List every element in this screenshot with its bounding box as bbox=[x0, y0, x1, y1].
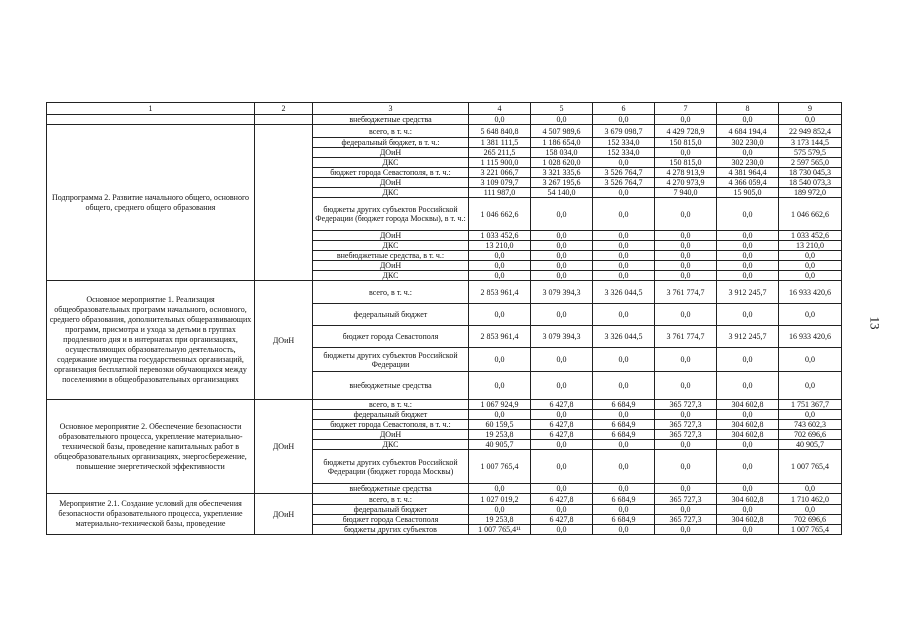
executor-cell: ДОиН bbox=[255, 494, 313, 535]
value-cell: 0,0 bbox=[531, 484, 593, 494]
value-cell: 0,0 bbox=[469, 348, 531, 372]
value-cell: 0,0 bbox=[593, 198, 655, 231]
value-cell: 150 815,0 bbox=[655, 138, 717, 148]
value-cell: 4 507 989,6 bbox=[531, 125, 593, 138]
value-cell: 1 046 662,6 bbox=[779, 198, 842, 231]
value-cell: 3 079 394,3 bbox=[531, 326, 593, 348]
value-cell: 3 912 245,7 bbox=[717, 326, 779, 348]
value-cell: 0,0 bbox=[593, 158, 655, 168]
header-cell: 5 bbox=[531, 103, 593, 115]
value-cell: 0,0 bbox=[531, 348, 593, 372]
value-cell: 0,0 bbox=[655, 372, 717, 400]
value-cell: 0,0 bbox=[593, 505, 655, 515]
value-cell: 189 972,0 bbox=[779, 188, 842, 198]
value-cell: 0,0 bbox=[593, 348, 655, 372]
value-cell: 0,0 bbox=[717, 251, 779, 261]
funding-source: внебюджетные средства bbox=[313, 115, 469, 125]
value-cell: 0,0 bbox=[531, 440, 593, 450]
value-cell: 0,0 bbox=[593, 304, 655, 326]
value-cell: 0,0 bbox=[531, 304, 593, 326]
budget-table bbox=[46, 102, 842, 535]
value-cell: 6 427,8 bbox=[531, 420, 593, 430]
value-cell: 19 253,8 bbox=[469, 430, 531, 440]
funding-source: всего, в т. ч.: bbox=[313, 400, 469, 410]
value-cell: 111 987,0 bbox=[469, 188, 531, 198]
value-cell: 6 427,8 bbox=[531, 430, 593, 440]
funding-source: федеральный бюджет bbox=[313, 304, 469, 326]
value-cell: 0,0 bbox=[655, 440, 717, 450]
value-cell: 0,0 bbox=[531, 115, 593, 125]
value-cell: 1 381 111,5 bbox=[469, 138, 531, 148]
value-cell: 19 253,8 bbox=[469, 515, 531, 525]
value-cell: 0,0 bbox=[469, 271, 531, 281]
value-cell: 1 007 765,4 bbox=[779, 525, 842, 535]
funding-source: бюджеты других субъектов Российской Федерации (бюджет города Москвы), в т. ч.: bbox=[313, 198, 469, 231]
header-cell: 7 bbox=[655, 103, 717, 115]
value-cell: 1 007 765,4 bbox=[779, 450, 842, 484]
funding-source: ДКС bbox=[313, 241, 469, 251]
value-cell: 152 334,0 bbox=[593, 138, 655, 148]
value-cell: 365 727,3 bbox=[655, 494, 717, 505]
value-cell: 2 597 565,0 bbox=[779, 158, 842, 168]
value-cell: 0,0 bbox=[717, 148, 779, 158]
value-cell: 0,0 bbox=[593, 440, 655, 450]
value-cell: 1 115 900,0 bbox=[469, 158, 531, 168]
executor-cell: ДОиН bbox=[255, 400, 313, 494]
value-cell: 0,0 bbox=[655, 304, 717, 326]
value-cell: 0,0 bbox=[779, 505, 842, 515]
value-cell: 3 326 044,5 bbox=[593, 281, 655, 304]
value-cell: 150 815,0 bbox=[655, 158, 717, 168]
value-cell: 0,0 bbox=[779, 251, 842, 261]
value-cell: 0,0 bbox=[655, 525, 717, 535]
value-cell: 0,0 bbox=[717, 505, 779, 515]
value-cell: 1 033 452,6 bbox=[779, 231, 842, 241]
table-row bbox=[47, 115, 842, 125]
value-cell: 0,0 bbox=[531, 505, 593, 515]
value-cell: 4 278 913,9 bbox=[655, 168, 717, 178]
funding-source: внебюджетные средства, в т. ч.: bbox=[313, 251, 469, 261]
value-cell: 4 366 059,4 bbox=[717, 178, 779, 188]
value-cell: 1 007 765,4 bbox=[469, 450, 531, 484]
funding-source: всего, в т. ч.: bbox=[313, 494, 469, 505]
header-cell: 1 bbox=[47, 103, 255, 115]
value-cell: 0,0 bbox=[655, 241, 717, 251]
value-cell: 0,0 bbox=[531, 241, 593, 251]
executor-cell bbox=[255, 125, 313, 281]
value-cell: 0,0 bbox=[469, 484, 531, 494]
value-cell: 6 684,9 bbox=[593, 400, 655, 410]
value-cell: 3 761 774,7 bbox=[655, 281, 717, 304]
table-row bbox=[47, 281, 842, 304]
value-cell: 16 933 420,6 bbox=[779, 326, 842, 348]
header-cell: 3 bbox=[313, 103, 469, 115]
value-cell: 1 751 367,7 bbox=[779, 400, 842, 410]
value-cell: 0,0 bbox=[779, 484, 842, 494]
table-row bbox=[47, 494, 842, 505]
value-cell: 0,0 bbox=[717, 450, 779, 484]
value-cell: 0,0 bbox=[655, 231, 717, 241]
value-cell: 13 210,0 bbox=[469, 241, 531, 251]
value-cell: 0,0 bbox=[593, 410, 655, 420]
program-name: Основное мероприятие 2. Обеспечение безопасности образовательного процесса, укрепление материально-технической базы, проведение капитальных работ в общеобразовательных организациях, энергосбережение, повышение энергетической эффективности bbox=[47, 400, 255, 494]
value-cell: 13 210,0 bbox=[779, 241, 842, 251]
funding-source: ДКС bbox=[313, 440, 469, 450]
value-cell: 0,0 bbox=[779, 348, 842, 372]
funding-source: ДОиН bbox=[313, 178, 469, 188]
value-cell: 0,0 bbox=[469, 261, 531, 271]
funding-source: ДОиН bbox=[313, 261, 469, 271]
value-cell: 3 326 044,5 bbox=[593, 326, 655, 348]
value-cell: 2 853 961,4 bbox=[469, 326, 531, 348]
value-cell: 0,0 bbox=[779, 115, 842, 125]
value-cell: 3 526 764,7 bbox=[593, 168, 655, 178]
value-cell: 0,0 bbox=[531, 198, 593, 231]
value-cell: 1 710 462,0 bbox=[779, 494, 842, 505]
value-cell: 0,0 bbox=[593, 372, 655, 400]
funding-source: ДКС bbox=[313, 271, 469, 281]
value-cell: 3 761 774,7 bbox=[655, 326, 717, 348]
funding-source: ДКС bbox=[313, 188, 469, 198]
value-cell: 3 526 764,7 bbox=[593, 178, 655, 188]
value-cell: 0,0 bbox=[717, 484, 779, 494]
value-cell: 0,0 bbox=[469, 304, 531, 326]
header-cell: 9 bbox=[779, 103, 842, 115]
table-row bbox=[47, 400, 842, 410]
value-cell: 743 602,3 bbox=[779, 420, 842, 430]
header-cell: 2 bbox=[255, 103, 313, 115]
value-cell: 0,0 bbox=[717, 304, 779, 326]
funding-source: бюджеты других субъектов bbox=[313, 525, 469, 535]
value-cell: 0,0 bbox=[655, 505, 717, 515]
value-cell: 702 696,6 bbox=[779, 515, 842, 525]
value-cell: 0,0 bbox=[717, 348, 779, 372]
value-cell: 304 602,8 bbox=[717, 430, 779, 440]
value-cell: 3 679 098,7 bbox=[593, 125, 655, 138]
funding-source: ДКС bbox=[313, 158, 469, 168]
value-cell: 0,0 bbox=[717, 261, 779, 271]
value-cell: 265 211,5 bbox=[469, 148, 531, 158]
funding-source: внебюджетные средства bbox=[313, 484, 469, 494]
value-cell: 304 602,8 bbox=[717, 515, 779, 525]
value-cell: 1 007 765,4¹¹ bbox=[469, 525, 531, 535]
value-cell: 0,0 bbox=[469, 251, 531, 261]
value-cell: 0,0 bbox=[717, 410, 779, 420]
value-cell: 6 684,9 bbox=[593, 420, 655, 430]
funding-source: бюджет города Севастополя bbox=[313, 515, 469, 525]
funding-source: бюджет города Севастополя bbox=[313, 326, 469, 348]
value-cell: 0,0 bbox=[717, 231, 779, 241]
empty-cell bbox=[255, 115, 313, 125]
value-cell: 1 186 654,0 bbox=[531, 138, 593, 148]
value-cell: 0,0 bbox=[779, 410, 842, 420]
value-cell: 22 949 852,4 bbox=[779, 125, 842, 138]
table-row bbox=[47, 125, 842, 138]
funding-source: ДОиН bbox=[313, 430, 469, 440]
header-row bbox=[47, 103, 842, 115]
value-cell: 1 046 662,6 bbox=[469, 198, 531, 231]
executor-cell: ДОиН bbox=[255, 281, 313, 400]
value-cell: 0,0 bbox=[717, 241, 779, 251]
value-cell: 18 540 073,3 bbox=[779, 178, 842, 188]
value-cell: 0,0 bbox=[655, 484, 717, 494]
value-cell: 5 648 840,8 bbox=[469, 125, 531, 138]
funding-source: федеральный бюджет bbox=[313, 410, 469, 420]
value-cell: 4 684 194,4 bbox=[717, 125, 779, 138]
value-cell: 0,0 bbox=[717, 198, 779, 231]
header-cell: 6 bbox=[593, 103, 655, 115]
header-cell: 8 bbox=[717, 103, 779, 115]
value-cell: 365 727,3 bbox=[655, 420, 717, 430]
value-cell: 0,0 bbox=[717, 271, 779, 281]
value-cell: 0,0 bbox=[593, 188, 655, 198]
value-cell: 0,0 bbox=[779, 372, 842, 400]
value-cell: 0,0 bbox=[531, 372, 593, 400]
funding-source: внебюджетные средства bbox=[313, 372, 469, 400]
funding-source: бюджеты других субъектов Российской Федерации bbox=[313, 348, 469, 372]
value-cell: 1 027 019,2 bbox=[469, 494, 531, 505]
value-cell: 0,0 bbox=[717, 372, 779, 400]
value-cell: 0,0 bbox=[531, 251, 593, 261]
value-cell: 6 427,8 bbox=[531, 515, 593, 525]
value-cell: 702 696,6 bbox=[779, 430, 842, 440]
value-cell: 0,0 bbox=[717, 525, 779, 535]
value-cell: 0,0 bbox=[717, 440, 779, 450]
value-cell: 0,0 bbox=[593, 251, 655, 261]
value-cell: 0,0 bbox=[531, 261, 593, 271]
value-cell: 40 905,7 bbox=[469, 440, 531, 450]
empty-cell bbox=[47, 115, 255, 125]
value-cell: 0,0 bbox=[655, 261, 717, 271]
value-cell: 0,0 bbox=[531, 450, 593, 484]
value-cell: 1 033 452,6 bbox=[469, 231, 531, 241]
value-cell: 3 221 066,7 bbox=[469, 168, 531, 178]
value-cell: 365 727,3 bbox=[655, 430, 717, 440]
funding-source: всего, в т. ч.: bbox=[313, 125, 469, 138]
value-cell: 365 727,3 bbox=[655, 515, 717, 525]
value-cell: 302 230,0 bbox=[717, 138, 779, 148]
funding-source: всего, в т. ч.: bbox=[313, 281, 469, 304]
value-cell: 0,0 bbox=[593, 271, 655, 281]
value-cell: 0,0 bbox=[717, 115, 779, 125]
value-cell: 0,0 bbox=[593, 241, 655, 251]
program-name: Основное мероприятие 1. Реализация общеобразовательных программ начального, основного, среднего образования, дополнительных общеразвивающих программ, присмотра и ухода за детьми в группах продленного дня и в интернатах при организациях, осуществляющих образовательную деятельность, содержание имущества государственных организаций, организация бесплатной перевозки обучающихся между поселениями в общеобразовательных организациях bbox=[47, 281, 255, 400]
value-cell: 0,0 bbox=[531, 410, 593, 420]
value-cell: 4 429 728,9 bbox=[655, 125, 717, 138]
value-cell: 40 905,7 bbox=[779, 440, 842, 450]
value-cell: 60 159,5 bbox=[469, 420, 531, 430]
program-name: Подпрограмма 2. Развитие начального общего, основного общего, среднего общего образования bbox=[47, 125, 255, 281]
value-cell: 0,0 bbox=[779, 271, 842, 281]
value-cell: 3 109 079,7 bbox=[469, 178, 531, 188]
value-cell: 152 334,0 bbox=[593, 148, 655, 158]
value-cell: 0,0 bbox=[469, 372, 531, 400]
value-cell: 304 602,8 bbox=[717, 400, 779, 410]
funding-source: бюджет города Севастополя, в т. ч.: bbox=[313, 168, 469, 178]
value-cell: 0,0 bbox=[655, 450, 717, 484]
value-cell: 6 427,8 bbox=[531, 494, 593, 505]
value-cell: 304 602,8 bbox=[717, 420, 779, 430]
value-cell: 3 912 245,7 bbox=[717, 281, 779, 304]
value-cell: 0,0 bbox=[593, 231, 655, 241]
value-cell: 0,0 bbox=[655, 115, 717, 125]
value-cell: 0,0 bbox=[593, 484, 655, 494]
value-cell: 0,0 bbox=[593, 115, 655, 125]
value-cell: 0,0 bbox=[779, 261, 842, 271]
program-name: Мероприятие 2.1. Создание условий для обеспечения безопасности образовательного процесса, укрепление материально-технической базы, проведение bbox=[47, 494, 255, 535]
value-cell: 1 067 924,9 bbox=[469, 400, 531, 410]
value-cell: 3 173 144,5 bbox=[779, 138, 842, 148]
value-cell: 0,0 bbox=[469, 410, 531, 420]
funding-source: федеральный бюджет, в т. ч.: bbox=[313, 138, 469, 148]
funding-source: ДОиН bbox=[313, 231, 469, 241]
value-cell: 302 230,0 bbox=[717, 158, 779, 168]
value-cell: 0,0 bbox=[655, 251, 717, 261]
value-cell: 3 321 335,6 bbox=[531, 168, 593, 178]
value-cell: 3 267 195,6 bbox=[531, 178, 593, 188]
value-cell: 3 079 394,3 bbox=[531, 281, 593, 304]
value-cell: 0,0 bbox=[531, 271, 593, 281]
value-cell: 0,0 bbox=[655, 271, 717, 281]
value-cell: 4 270 973,9 bbox=[655, 178, 717, 188]
value-cell: 0,0 bbox=[593, 261, 655, 271]
value-cell: 0,0 bbox=[655, 198, 717, 231]
value-cell: 7 940,0 bbox=[655, 188, 717, 198]
page-number: 13 bbox=[867, 316, 883, 330]
value-cell: 0,0 bbox=[531, 231, 593, 241]
value-cell: 304 602,8 bbox=[717, 494, 779, 505]
value-cell: 0,0 bbox=[655, 148, 717, 158]
value-cell: 0,0 bbox=[593, 525, 655, 535]
value-cell: 18 730 045,3 bbox=[779, 168, 842, 178]
value-cell: 158 034,0 bbox=[531, 148, 593, 158]
value-cell: 2 853 961,4 bbox=[469, 281, 531, 304]
value-cell: 0,0 bbox=[655, 410, 717, 420]
value-cell: 1 028 620,0 bbox=[531, 158, 593, 168]
value-cell: 6 684,9 bbox=[593, 430, 655, 440]
value-cell: 0,0 bbox=[779, 304, 842, 326]
funding-source: бюджет города Севастополя, в т. ч.: bbox=[313, 420, 469, 430]
funding-source: ДОиН bbox=[313, 148, 469, 158]
value-cell: 6 427,8 bbox=[531, 400, 593, 410]
value-cell: 16 933 420,6 bbox=[779, 281, 842, 304]
header-cell: 4 bbox=[469, 103, 531, 115]
value-cell: 575 579,5 bbox=[779, 148, 842, 158]
value-cell: 6 684,9 bbox=[593, 494, 655, 505]
value-cell: 6 684,9 bbox=[593, 515, 655, 525]
value-cell: 54 140,0 bbox=[531, 188, 593, 198]
value-cell: 365 727,3 bbox=[655, 400, 717, 410]
funding-source: бюджеты других субъектов Российской Федерации (бюджет города Москвы) bbox=[313, 450, 469, 484]
value-cell: 4 381 964,4 bbox=[717, 168, 779, 178]
value-cell: 0,0 bbox=[469, 115, 531, 125]
funding-source: федеральный бюджет bbox=[313, 505, 469, 515]
value-cell: 0,0 bbox=[531, 525, 593, 535]
value-cell: 15 905,0 bbox=[717, 188, 779, 198]
value-cell: 0,0 bbox=[593, 450, 655, 484]
value-cell: 0,0 bbox=[469, 505, 531, 515]
value-cell: 0,0 bbox=[655, 348, 717, 372]
